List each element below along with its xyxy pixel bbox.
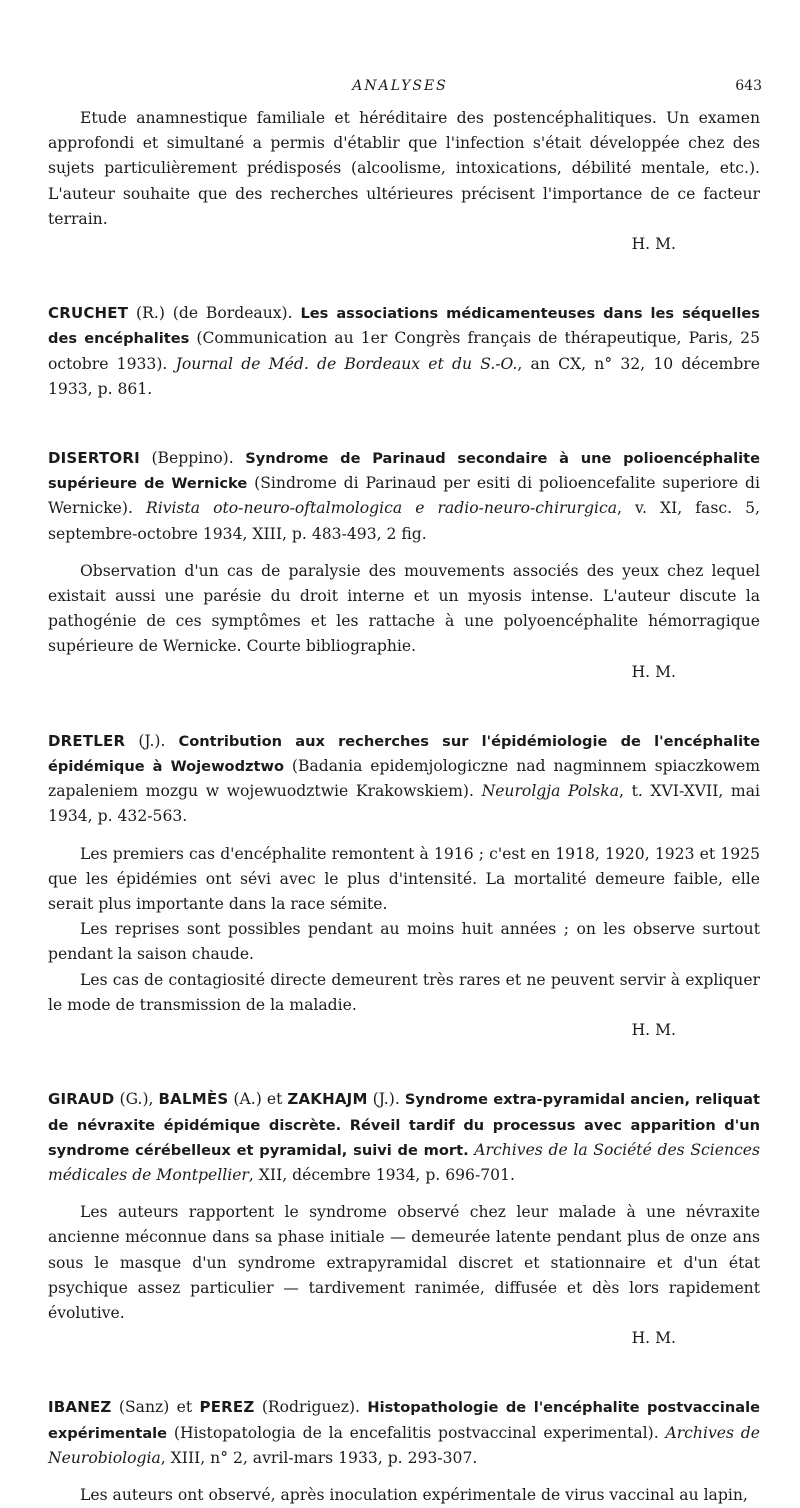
entry-author: DRETLER: [48, 731, 126, 750]
entry-heading: [48, 729, 760, 830]
entry-author-2: BALMÈS: [158, 1090, 229, 1109]
entry-giraud: [48, 1087, 760, 1351]
entry-signature: H. M.: [631, 1021, 676, 1040]
entry-author-initials: (J.).: [125, 731, 179, 750]
entry-title: Histopathologie de l'encéphalite postvaccinale expérimentale: [48, 1399, 760, 1442]
running-title: ANALYSES: [352, 78, 448, 94]
entry-title: Syndrome de Parinaud secondaire à une polioencéphalite supérieure de Wernicke: [48, 450, 760, 493]
entry-journal: Rivista oto-neuro-oftalmologica e radio-neuro-chirurgica: [145, 499, 618, 518]
page-number: 643: [735, 78, 762, 94]
intro-signature: H. M.: [631, 235, 676, 254]
entry-heading: [48, 1087, 760, 1188]
entry-author-3: ZAKHAJM: [287, 1090, 368, 1109]
entry-heading: [48, 446, 760, 547]
entry-author-initials: (G.),: [114, 1090, 159, 1109]
entry-author-3-initials: (J.).: [367, 1090, 405, 1109]
entry-details: (Histopatologia de la encefalitis postvaccinal experimental).: [167, 1423, 666, 1442]
entry-title: Les associations médicamenteuses dans les séquelles des encéphalites: [48, 305, 760, 348]
entry-disertori: [48, 446, 760, 685]
entry-journal: Neurolgja Polska: [481, 782, 620, 801]
entry-journal-ref: , XII, décembre 1934, p. 696-701.: [248, 1165, 515, 1184]
entry-cruchet: [48, 301, 760, 402]
entry-author: CRUCHET: [48, 304, 129, 323]
entry-journal-ref: , t. XVI-XVII, mai 1934, p. 432-563.: [48, 782, 760, 826]
entry-abstract: Observation d'un cas de paralysie des mouvements associés des yeux chez lequel existait aussi une parésie du droit interne et un myosis intense. L'auteur discute la pathogénie de ces symptômes et les rattache à une polyoencéphalite hémorragique supérieure de Wernicke. Courte bibliographie.: [48, 561, 760, 656]
entry-author-initials: (Sanz) et: [111, 1398, 200, 1417]
intro-text: Etude anamnestique familiale et héréditaire des postencéphalitiques. Un examen approfondi et simultané a permis d'établir que l'infection s'était développée chez des sujets particulièrement prédisposés (alcoolisme, intoxications, débilité mentale, etc.). L'auteur souhaite que des recherches ultérieures précisent l'importance de ce facteur terrain.: [48, 109, 760, 228]
entry-journal: Archives de Neurobiologia: [48, 1423, 760, 1467]
entry-details: (Badania epidemjologiczne nad nagminnem spiaczkowem zapaleniem mozgu w wojewuodztwie Krakowskiem).: [48, 757, 760, 801]
entry-author-2: PEREZ: [199, 1398, 255, 1417]
entry-journal: Journal de Méd. de Bordeaux et du S.-O.: [175, 354, 518, 373]
intro-paragraph: [48, 106, 760, 232]
entry-heading: [48, 1395, 760, 1471]
page-content: [48, 106, 760, 1508]
entry-abstract: Les premiers cas d'encéphalite remontent à 1916 ; c'est en 1918, 1920, 1923 et 1925 que les épidémies ont sévi avec le plus d'intensité. La mortalité demeure faible, elle serait plus importante dans la race sémite.: [48, 844, 760, 914]
entry-title: Syndrome extra-pyramidal ancien, reliquat de névraxite épidémique discrète. Réveil tardif du processus avec apparition d'un syndrome cérébelleux et pyramidal, suivi de mort.: [48, 1091, 760, 1159]
entry-journal-ref: , v. XI, fasc. 5, septembre-octobre 1934, XIII, p. 483-493, 2 fig.: [48, 499, 760, 543]
entry-author-initials: (Beppino).: [139, 449, 246, 468]
entry-dretler: [48, 729, 760, 1043]
entry-author-initials: (R.) (de Bordeaux).: [128, 304, 301, 323]
entry-details: (Sindrome di Parinaud per esiti di polioencefalite superiore di Wernicke).: [48, 474, 760, 518]
entry-ibanez: [48, 1395, 760, 1508]
entry-heading: [48, 301, 760, 402]
entry-author-2-initials: (A.) et: [228, 1090, 288, 1109]
entry-journal-ref: , XIII, n° 2, avril-mars 1933, p. 293-307.: [160, 1448, 478, 1467]
entry-author: DISERTORI: [48, 449, 140, 468]
entry-journal-ref: , an CX, n° 32, 10 décembre 1933, p. 861.: [48, 354, 760, 398]
entry-author: IBANEZ: [48, 1398, 112, 1417]
entry-details: (Communication au 1er Congrès français de thérapeutique, Paris, 25 octobre 1933).: [48, 329, 760, 373]
entry-abstract: Les auteurs rapportent le syndrome observé chez leur malade à une névraxite ancienne méconnue dans sa phase initiale — demeurée latente pendant plus de onze ans sous le masque d'un syndrome extrapyramidal discret et stationnaire et d'un état psychique assez particulier — tardivement ranimée, diffusée et dès lors rapidement évolutive.: [48, 1203, 760, 1322]
entry-abstract: Les cas de contagiosité directe demeurent très rares et ne peuvent servir à expliquer le mode de transmission de la maladie.: [48, 970, 760, 1014]
entry-abstract: Les auteurs ont observé, après inoculation expérimentale de virus vaccinal au lapin,: [80, 1485, 748, 1504]
entry-journal: Archives de la Société des Sciences médicales de Montpellier: [48, 1140, 760, 1184]
entry-signature: H. M.: [631, 1329, 676, 1348]
entry-signature: H. M.: [631, 662, 676, 681]
entry-title: Contribution aux recherches sur l'épidémiologie de l'encéphalite épidémique à Wojewodztwo: [48, 732, 760, 776]
entry-author-2-initials: (Rodriguez).: [254, 1398, 368, 1417]
entry-author: GIRAUD: [48, 1090, 115, 1109]
entry-abstract: Les reprises sont possibles pendant au moins huit années ; on les observe surtout pendant la saison chaude.: [48, 920, 760, 964]
